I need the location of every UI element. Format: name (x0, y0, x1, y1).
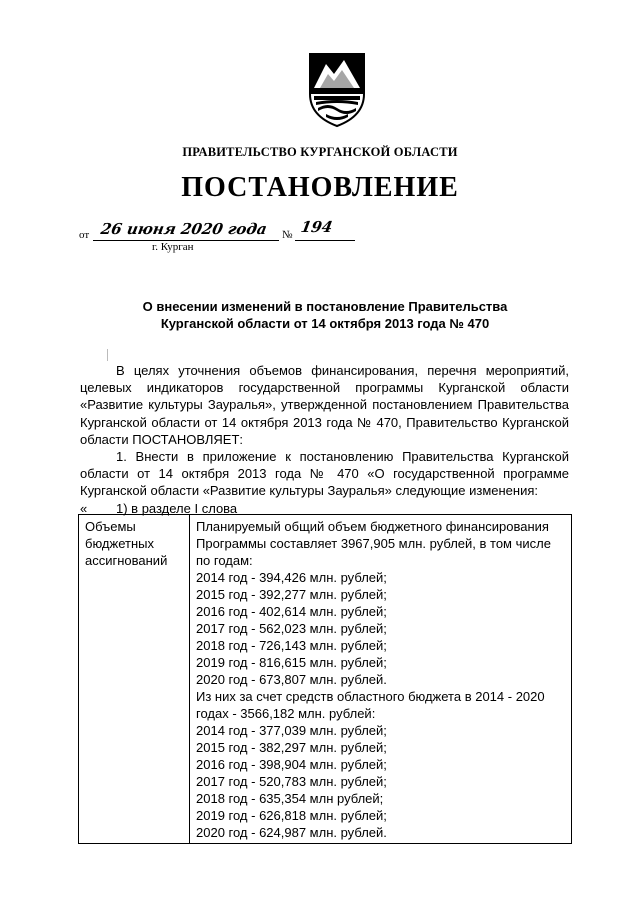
table-line: Из них за счет средств областного бюджета в 2014 - 2020 годах - 3566,182 млн. рублей: (196, 689, 545, 721)
document-subject (80, 298, 570, 332)
opening-quote: « (80, 501, 88, 516)
table-line: 2016 год - 402,614 млн. рублей; (196, 604, 387, 619)
body-paragraph-3: 1) в разделе I слова (116, 500, 238, 516)
budget-allocation-table (78, 514, 572, 844)
document-body (80, 362, 569, 517)
subject-line-1: О внесении изменений в постановление Правительства (142, 299, 508, 314)
margin-mark (107, 349, 108, 361)
number-label: № (282, 229, 293, 241)
body-paragraph-1: В целях уточнения объемов финансирования, перечня мероприятий, целевых индикаторов государственной программы Курганской области «Развитие культуры Зауралья», утвержденной постановлением Правительства Курганской области от 14 октября 2013 года № 470, Правительство Курганской области ПОСТАНОВЛЯЕТ: (80, 363, 569, 447)
table-line: 2015 год - 392,277 млн. рублей; (196, 587, 387, 602)
table-line: 2019 год - 816,615 млн. рублей; (196, 655, 387, 670)
table-line: 2019 год - 626,818 млн. рублей; (196, 808, 387, 823)
table-line: 2016 год - 398,904 млн. рублей; (196, 757, 387, 772)
date-number-line (79, 216, 359, 256)
table-line: 2017 год - 562,023 млн. рублей; (196, 621, 387, 636)
government-name: ПРАВИТЕЛЬСТВО КУРГАНСКОЙ ОБЛАСТИ (182, 145, 458, 159)
table-line: 2015 год - 382,297 млн. рублей; (196, 740, 387, 755)
table-line: 2014 год - 377,039 млн. рублей; (196, 723, 387, 738)
coat-of-arms-emblem (304, 50, 370, 130)
table-row (79, 515, 572, 844)
table-line: 2020 год - 673,807 млн. рублей. (196, 672, 387, 687)
handwritten-number: 194 (299, 218, 334, 236)
handwritten-date: 26 июня 2020 года (99, 220, 269, 238)
from-label: от (79, 229, 90, 241)
table-label-cell: Объемы бюджетных ассигнований (79, 515, 190, 844)
table-line: 2018 год - 726,143 млн. рублей; (196, 638, 387, 653)
table-line: Планируемый общий объем бюджетного финансирования Программы составляет 3967,905 млн. рублей, в том числе по годам: (196, 519, 551, 568)
table-line: 2018 год - 635,354 млн рублей; (196, 791, 384, 806)
document-type-title: ПОСТАНОВЛЕНИЕ (181, 172, 459, 203)
body-paragraph-2: 1. Внести в приложение к постановлению Правительства Курганской области от 14 октября 2013 года № 470 «О государственной программе Курганской области «Развитие культуры Зауралья» следующие изменения: (80, 449, 569, 499)
table-line: 2014 год - 394,426 млн. рублей; (196, 570, 387, 585)
number-underline (295, 240, 355, 241)
table-value-cell (190, 515, 572, 844)
city-label: г. Курган (152, 241, 194, 253)
subject-line-2: Курганской области от 14 октября 2013 года № 470 (160, 316, 490, 331)
table-line: 2020 год - 624,987 млн. рублей. (196, 825, 387, 840)
table-line: 2017 год - 520,783 млн. рублей; (196, 774, 387, 789)
